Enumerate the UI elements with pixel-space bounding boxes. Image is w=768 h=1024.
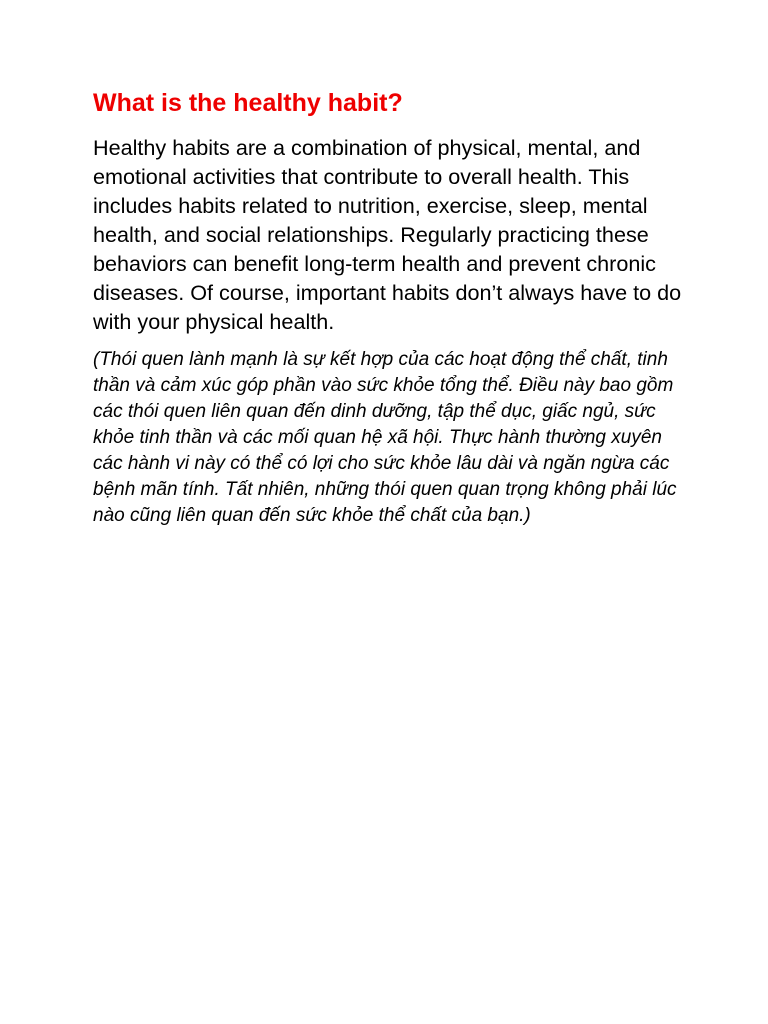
english-paragraph: Healthy habits are a combination of physical, mental, and emotional activities that contribute to overall health. This includes habits related to nutrition, exercise, sleep, mental health, and social relationships. Regularly practicing these behaviors can benefit long-term health and prevent chronic diseases. Of course, important habits don’t always have to do with your physical health. bbox=[93, 135, 682, 334]
vietnamese-translation-paragraph: (Thói quen lành mạnh là sự kết hợp của các hoạt động thể chất, tinh thần và cảm xúc góp phần vào sức khỏe tổng thể. Điều này bao gồm các thói quen liên quan đến dinh dưỡng, tập thể dục, giấc ngủ, sức khỏe tinh thần và các mối quan hệ xã hội. Thực hành thường xuyên các hành vi này có thể có lợi cho sức khỏe lâu dài và ngăn ngừa các bệnh mãn tính. Tất nhiên, những thói quen quan trọng không phải lúc nào cũng liên quan đến sức khỏe thể chất của bạn.) bbox=[93, 349, 677, 526]
document-page bbox=[93, 86, 683, 529]
page-title: What is the healthy habit? bbox=[93, 89, 403, 117]
